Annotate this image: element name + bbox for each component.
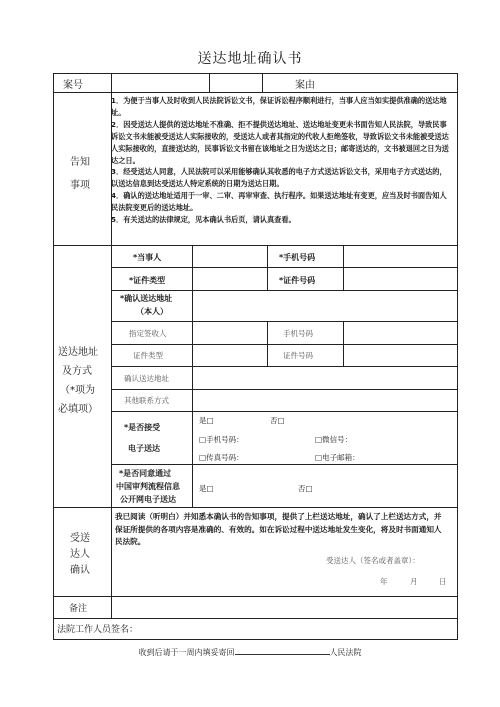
table-rule bbox=[111, 290, 458, 291]
other-contact-label: 其他联系方式 bbox=[124, 396, 169, 405]
table-rule bbox=[53, 73, 458, 74]
notice-label: 告知 bbox=[70, 157, 90, 168]
notice-item: 2．因受送达人提供的送达地址不准确、拒不提供送达地址、送达地址变更未书面告知人民法院，导致民事诉讼文书未能被受送达人实际接收的，受送达人或者其指定的代收人拒绝签收，导致诉讼文书未能被受送达人实际接收的，直接送达的，民事诉讼文书留在该地址之日为送达之日；邮寄送达的，文书被退回之日为送达之日。 bbox=[111, 119, 449, 165]
table-rule bbox=[53, 618, 458, 619]
table-rule bbox=[111, 389, 458, 390]
table-rule bbox=[457, 73, 458, 640]
table-rule bbox=[111, 344, 458, 345]
table-rule bbox=[192, 411, 193, 507]
table-rule bbox=[53, 596, 458, 597]
table-rule bbox=[343, 321, 344, 366]
table-rule bbox=[53, 73, 54, 640]
agent-id-type-label: 证件类型 bbox=[133, 351, 163, 360]
id-number-label: *证件号码 bbox=[279, 276, 316, 285]
address-section-label: （*项为 bbox=[60, 385, 95, 396]
footer-suffix: 人民法院 bbox=[329, 648, 362, 657]
agent-id-number-label: 证件号码 bbox=[283, 351, 313, 360]
date-month-label: 月 bbox=[410, 577, 418, 586]
e-service-no-checkbox[interactable]: 否□ bbox=[270, 416, 285, 425]
agent-label: 指定签收人 bbox=[129, 329, 167, 338]
platform-no-checkbox[interactable]: 否□ bbox=[298, 484, 313, 493]
table-rule bbox=[53, 245, 458, 246]
case-reason-label: 案由 bbox=[295, 80, 315, 91]
staff-signature-label[interactable]: 法院工作人员签名： bbox=[57, 625, 139, 635]
notice-item: 4．确认的送达地址适用于一审、二审、再审审查、执行程序。如果送达地址有变更，应当及时书面告知人民法院变更后的送达地址。 bbox=[111, 191, 447, 213]
confirm-address-label: （本人） bbox=[136, 307, 168, 316]
table-rule bbox=[267, 321, 268, 366]
table-rule bbox=[111, 267, 458, 268]
agent-mobile-label: 手机号码 bbox=[283, 329, 313, 338]
option-mobile-checkbox[interactable]: □手机号码： bbox=[199, 435, 244, 444]
address-section-label: 及方式 bbox=[62, 366, 92, 377]
table-rule bbox=[111, 464, 458, 465]
table-rule bbox=[192, 245, 193, 411]
declaration-text: 我已阅读（听明白）并知悉本确认书的告知事项，提供了上栏送达地址，确认了上栏送达方式，并保证所提供的各项内容是准确的、有效的。如在诉讼过程中送达地址发生变化，将及时书面通知人民法院。 bbox=[115, 512, 442, 546]
table-rule bbox=[262, 73, 263, 92]
table-rule bbox=[111, 411, 458, 412]
notice-item: 5．有关送达的法律规定，见本确认书后页，请认真查看。 bbox=[111, 215, 296, 225]
option-wechat-checkbox[interactable]: □微信号： bbox=[315, 435, 353, 444]
table-rule bbox=[111, 321, 458, 322]
case-number-label: 案号 bbox=[63, 80, 83, 91]
option-email-checkbox[interactable]: □电子邮箱： bbox=[315, 453, 360, 462]
table-rule bbox=[267, 245, 268, 290]
footer-note bbox=[0, 645, 500, 658]
footer-prefix: 收到后请于一周内填妥寄回 bbox=[138, 648, 235, 657]
platform-yes-checkbox[interactable]: 是□ bbox=[199, 484, 214, 493]
address-section-label: 送达地址 bbox=[58, 347, 98, 358]
recipient-confirm-label: 确认 bbox=[70, 565, 90, 576]
id-type-label: *证件类型 bbox=[129, 276, 166, 285]
recipient-signature-label[interactable]: 受送达人（签名或者盖章）： bbox=[326, 556, 420, 565]
table-rule bbox=[343, 245, 344, 290]
confirmation-form-table bbox=[53, 73, 458, 640]
party-label: *当事人 bbox=[133, 253, 162, 262]
notice-item: 3．经受送达人同意，人民法院可以采用能够确认其收悉的电子方式送达诉讼文书，采用电子方式送达的，以送达信息到达受送达人特定系统的日期为送达日期。 bbox=[111, 167, 447, 189]
table-rule bbox=[209, 73, 210, 92]
mobile-label: *手机号码 bbox=[279, 253, 316, 262]
e-service-label: 电子送达 bbox=[128, 444, 160, 453]
document-title: 送达地址确认书 bbox=[197, 51, 303, 67]
agent-address-label: 确认送达地址 bbox=[124, 374, 169, 383]
remarks-label: 备注 bbox=[69, 604, 88, 614]
table-rule bbox=[53, 507, 458, 508]
notice-label: 事项 bbox=[70, 180, 90, 191]
platform-consent-label: 公开网电子送达 bbox=[120, 495, 176, 504]
e-service-yes-checkbox[interactable]: 是□ bbox=[199, 416, 214, 425]
notice-item: 1．为便于当事人及时收到人民法院诉讼文书，保证诉讼程序顺利进行，当事人应当如实提供准确的送达地址。 bbox=[111, 96, 447, 117]
recipient-confirm-label: 达人 bbox=[70, 549, 90, 560]
confirm-address-label: *确认送达地址 bbox=[120, 294, 173, 303]
recipient-confirm-label: 受送 bbox=[70, 533, 90, 544]
option-fax-checkbox[interactable]: □传真号码： bbox=[199, 453, 244, 462]
table-rule bbox=[111, 366, 458, 367]
platform-consent-label: 中国审判流程信息 bbox=[116, 482, 180, 491]
platform-consent-label: *是否同意通过 bbox=[119, 469, 172, 478]
e-service-label: *是否接受 bbox=[124, 423, 161, 432]
date-year-label: 年 bbox=[380, 577, 388, 586]
notice-items bbox=[111, 95, 453, 226]
table-rule bbox=[53, 92, 458, 93]
address-section-label: 必填项） bbox=[58, 404, 98, 415]
date-day-label: 日 bbox=[439, 577, 447, 586]
table-rule bbox=[53, 639, 458, 640]
court-name-blank[interactable] bbox=[235, 645, 330, 655]
